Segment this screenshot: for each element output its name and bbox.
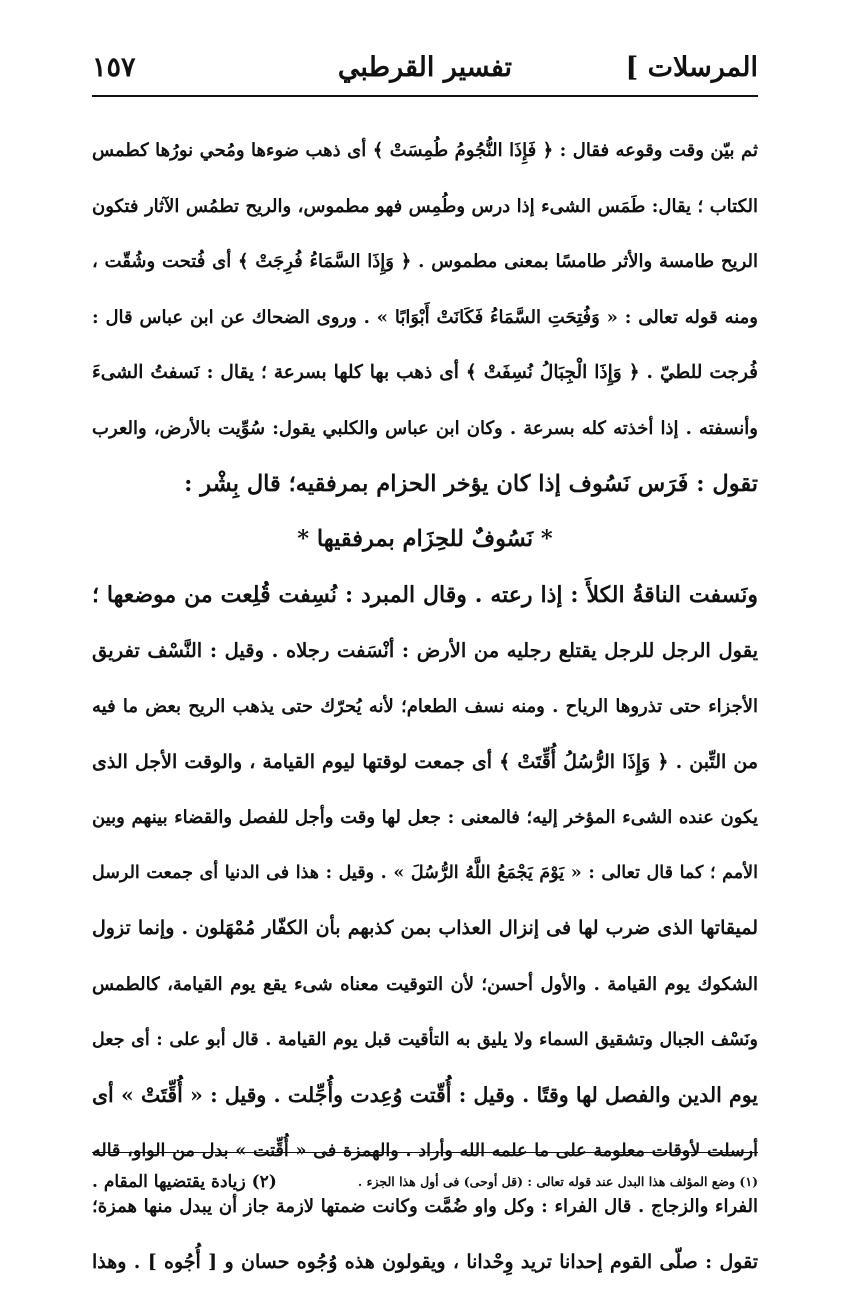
text-line: يكون عنده الشىء المؤخر إليه؛ فالمعنى : جعل لها وقت وأجل للفصل والقضاء بينهم وبين xyxy=(92,807,758,829)
text-line: ثم بيّن وقت وقوعه فقال : ﴿ فَإِذَا النُّجُومُ طُمِسَتْ ﴾ أى ذهب ضوءها ومُحي نورُها كطمس xyxy=(92,140,758,161)
text-line: الريح طامسة والأثر طامسًا بمعنى مطموس . ﴿ وَإِذَا السَّمَاءُ فُرِجَتْ ﴾ أى فُتحت وشُقّت ، xyxy=(92,251,758,273)
text-line: فُرجت للطيّ . ﴿ وَإِذَا الْجِبَالُ نُسِفَتْ ﴾ أى ذهب بها كلها بسرعة ؛ يقال : نَسفتُ الشىءَ xyxy=(92,362,758,384)
text-line: ونَسْف الجبال وتشقيق السماء ولا يليق به التأقيت قبل يوم القيامة . قال أبو على : أى جعل xyxy=(92,1029,758,1050)
text-line: الشكوك يوم القيامة . والأول أحسن؛ لأن التوقيت معناه شىء يقع يوم القيامة، كالطمس xyxy=(92,973,758,995)
text-line: تقول : فَرَس نَسُوف إذا كان يؤخر الحزام بمرفقيه؛ قال بِشْر : xyxy=(184,470,758,497)
text-line: تقول : صلّى القوم إحدانا تريد وِحْدانا ، ويقولون هذه وُجُوه حسان و [ أُجُوه ] . وهذا xyxy=(92,1250,758,1273)
text-line: ونَسفت الناقةُ الكلأَ : إذا رعته . وقال المبرد : نُسِفت قُلِعت من موضعها ؛ xyxy=(92,581,758,608)
text-line: ومنه قوله تعالى : « وَفُتِحَتِ السَّمَاءُ فَكَانَتْ أَبْوَابًا » . وروى الضحاك عن ابن عباس قال : xyxy=(92,306,758,328)
text-line: الأمم ؛ كما قال تعالى : « يَوْمَ يَجْمَعُ اللَّهُ الرُّسُلَ » . وقيل : هذا فى الدنيا أى جمعت الرسل xyxy=(92,862,758,883)
footnotes xyxy=(92,1162,758,1202)
main-text xyxy=(92,123,758,1290)
text-line: أرسلت لأوقات معلومة على ما علمه الله وأراد . والهمزة فى « أُقِّتت » بدل من الواو، قاله xyxy=(92,1140,758,1161)
text-line: الأجزاء حتى تذروها الرياح . ومنه نسف الطعام؛ لأنه يُحرّك حتى يذهب الريح بعض ما فيه xyxy=(92,695,758,717)
running-header xyxy=(92,52,758,92)
footnote-1: (١) وضع المؤلف هذا البدل عند قوله تعالى : (قل أوحى) فى أول هذا الجزء . xyxy=(357,1174,758,1189)
section-name: المرسلات ] xyxy=(625,52,758,83)
page-number: ١٥٧ xyxy=(92,52,136,83)
text-line: من التِّبن . ﴿ وَإِذَا الرُّسُلُ أُقِّتَتْ ﴾ أى جمعت لوقتها ليوم القيامة ، والوقت الأجل الذى xyxy=(92,750,758,773)
header-rule xyxy=(92,95,758,97)
footnote-rule xyxy=(92,1152,758,1153)
text-line: الكتاب ؛ يقال: طَمَس الشىء إذا درس وطُمِس فهو مطموس، والريح تطمُس الآثار فتكون xyxy=(92,195,758,217)
text-line: يقول الرجل للرجل يقتلع رجليه من الأرض : أنْسَفت رجلاه . وقيل : النَّسْف تفريق xyxy=(92,639,758,663)
text-line: لميقاتها الذى ضرب لها فى إنزال العذاب بمن كذبهم بأن الكفّار مُمْهَلون . وإنما تزول xyxy=(92,917,758,940)
text-line: وأنسفته . إذا أخذته كله بسرعة . وكان ابن عباس والكلبي يقول: سُوِّيت بالأرض، والعرب xyxy=(92,417,758,439)
poetry-verse: * نَسُوفٌ للحِزَام بمرفقيها * xyxy=(297,526,553,553)
text-line: يوم الدين والفصل لها وقتًا . وقيل : أُقّتت وُعِدت وأُجِّلت . وقيل : « أُقِّتَتْ » أى xyxy=(92,1083,758,1108)
text-line: الفراء والزجاج . قال الفراء : وكل واو ضُمَّت وكانت ضمتها لازمة جاز أن يبدل منها همزة؛ xyxy=(92,1196,758,1218)
book-title: تفسير القرطبي xyxy=(337,52,513,83)
footnote-2: (٢) زيادة يقتضيها المقام . xyxy=(92,1172,277,1192)
